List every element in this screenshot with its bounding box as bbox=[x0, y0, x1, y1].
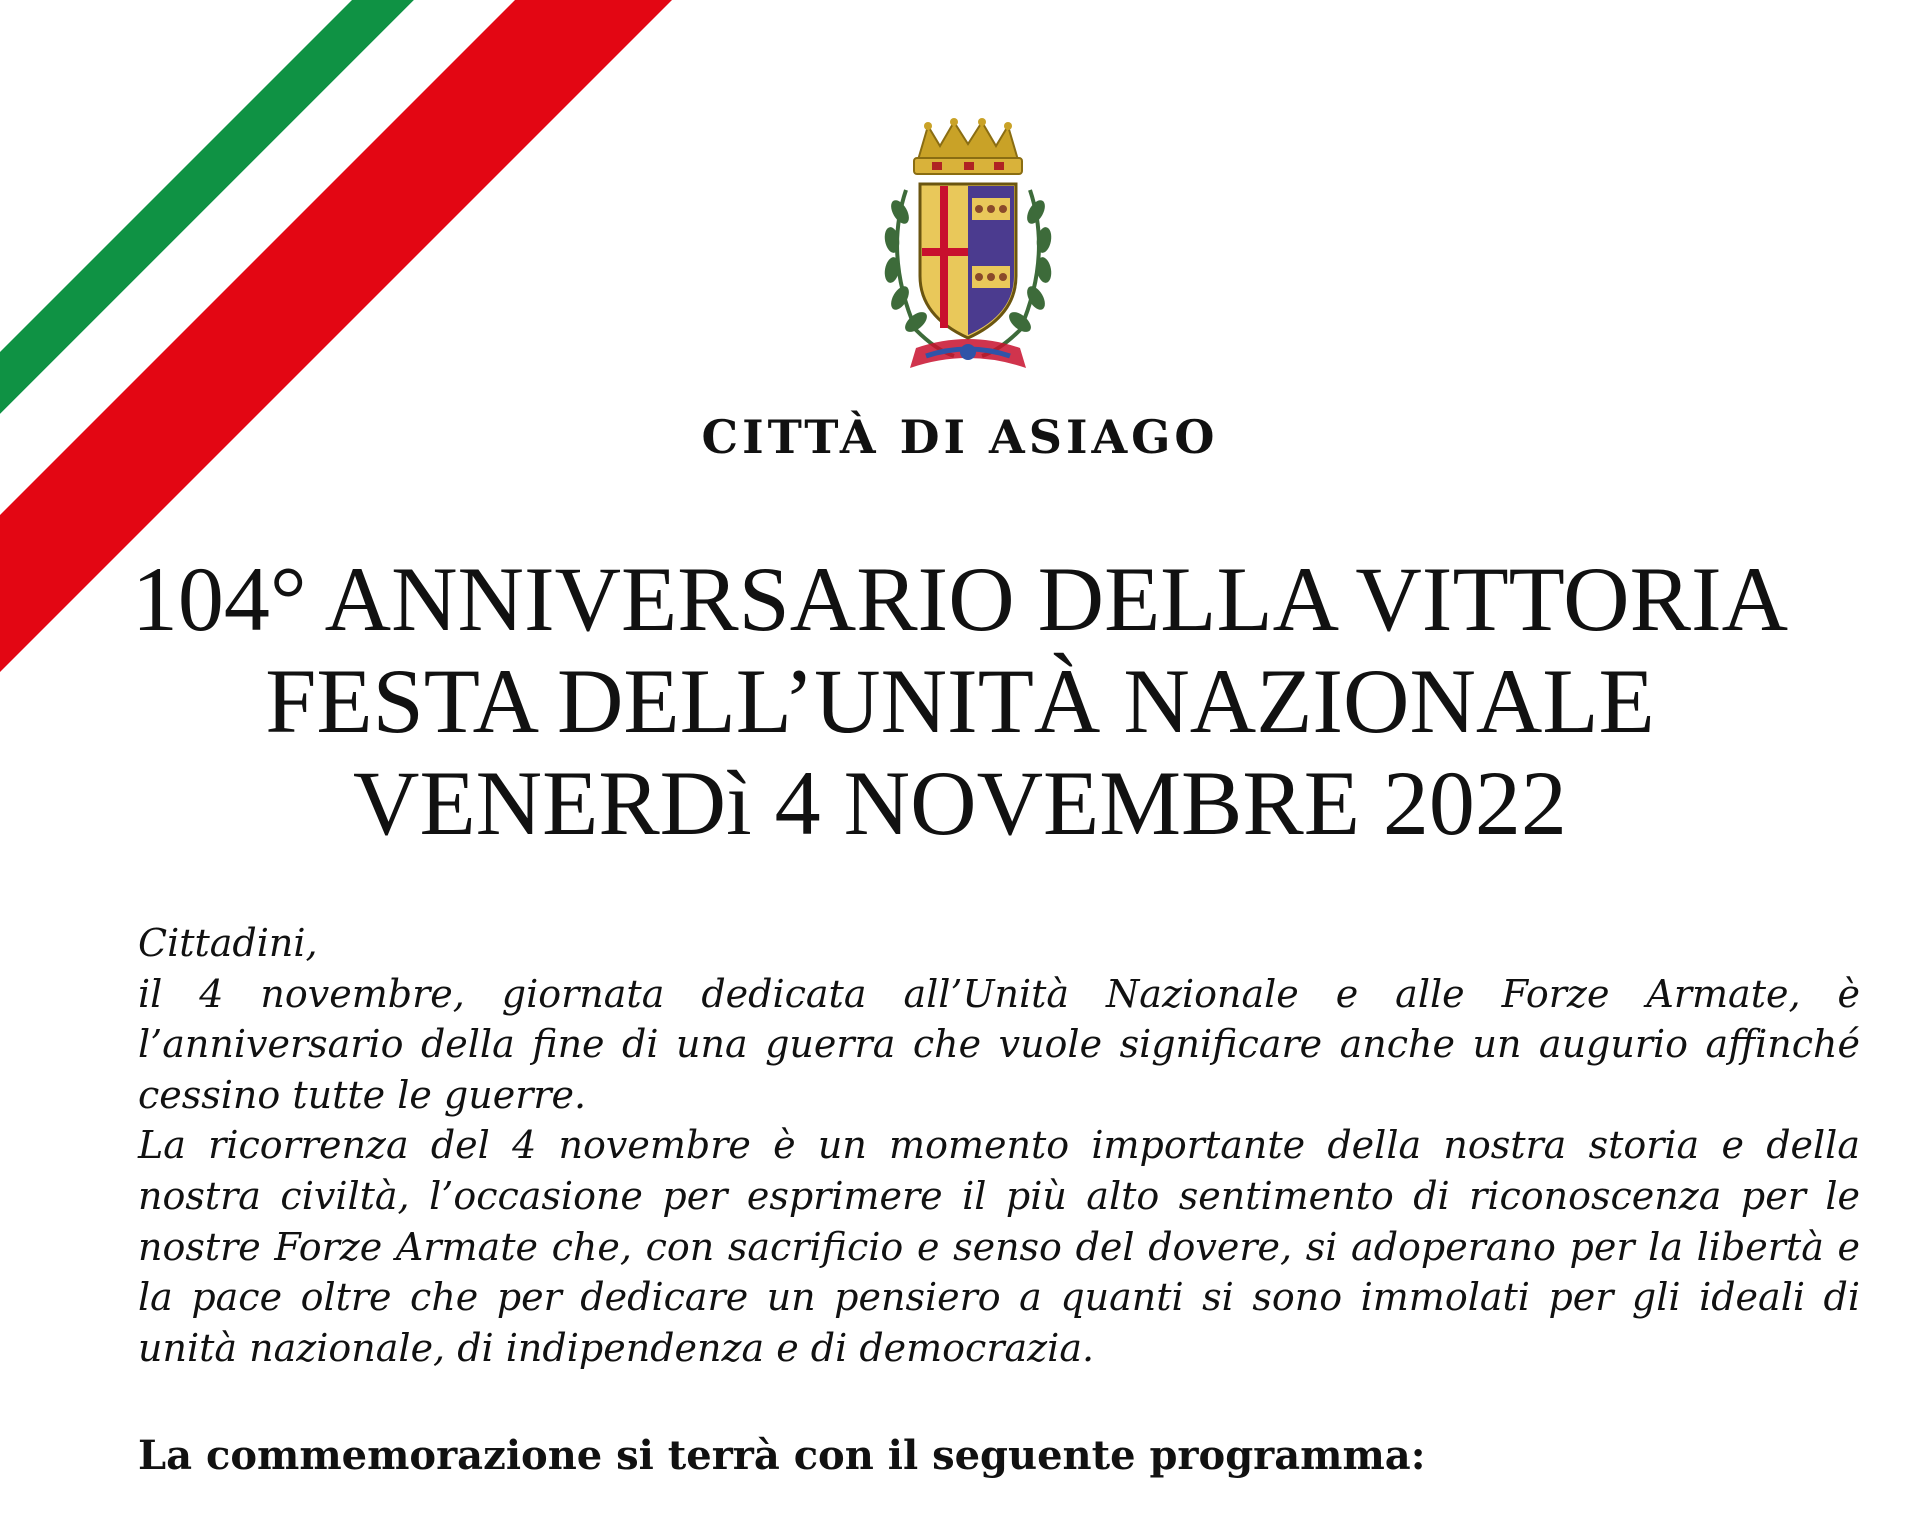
ribbon-bow-icon bbox=[910, 339, 1026, 368]
heading-line-festa: FESTA DELL’UNITÀ NAZIONALE bbox=[265, 650, 1655, 752]
shield-icon bbox=[920, 184, 1016, 338]
program-intro: La commemorazione si terrà con il seguente programma: bbox=[138, 1432, 1426, 1479]
heading-line-anniversary: 104° ANNIVERSARIO DELLA VITTORIA bbox=[131, 548, 1789, 650]
event-heading bbox=[0, 548, 1920, 854]
crown-icon bbox=[914, 118, 1022, 174]
heading-line-date: VENERDì 4 NOVEMBRE 2022 bbox=[353, 752, 1567, 854]
coat-of-arms-icon bbox=[876, 116, 1060, 378]
proclamation-text bbox=[138, 918, 1860, 1373]
paragraph-2: La ricorrenza del 4 novembre è un momento importante della nostra storia e della nostra civiltà, l’occasione per esprimere il più alto sentimento di riconoscenza per le nostre Forze Armate che, con sacrificio e senso del dovere, si adoperano per la libertà e la pace oltre che per dedicare un pensiero a quanti si sono immolati per gli ideali di unità nazionale, di indipendenza e di democrazia. bbox=[138, 1123, 1860, 1370]
paragraph-1: il 4 novembre, giornata dedicata all’Unità Nazionale e alle Forze Armate, è l’anniversario della fine di una guerra che vuole significare anche un augurio affinché cessino tutte le guerre. bbox=[138, 971, 1860, 1117]
town-name: CITTÀ DI ASIAGO bbox=[701, 410, 1219, 464]
salutation: Cittadini, bbox=[138, 921, 318, 965]
